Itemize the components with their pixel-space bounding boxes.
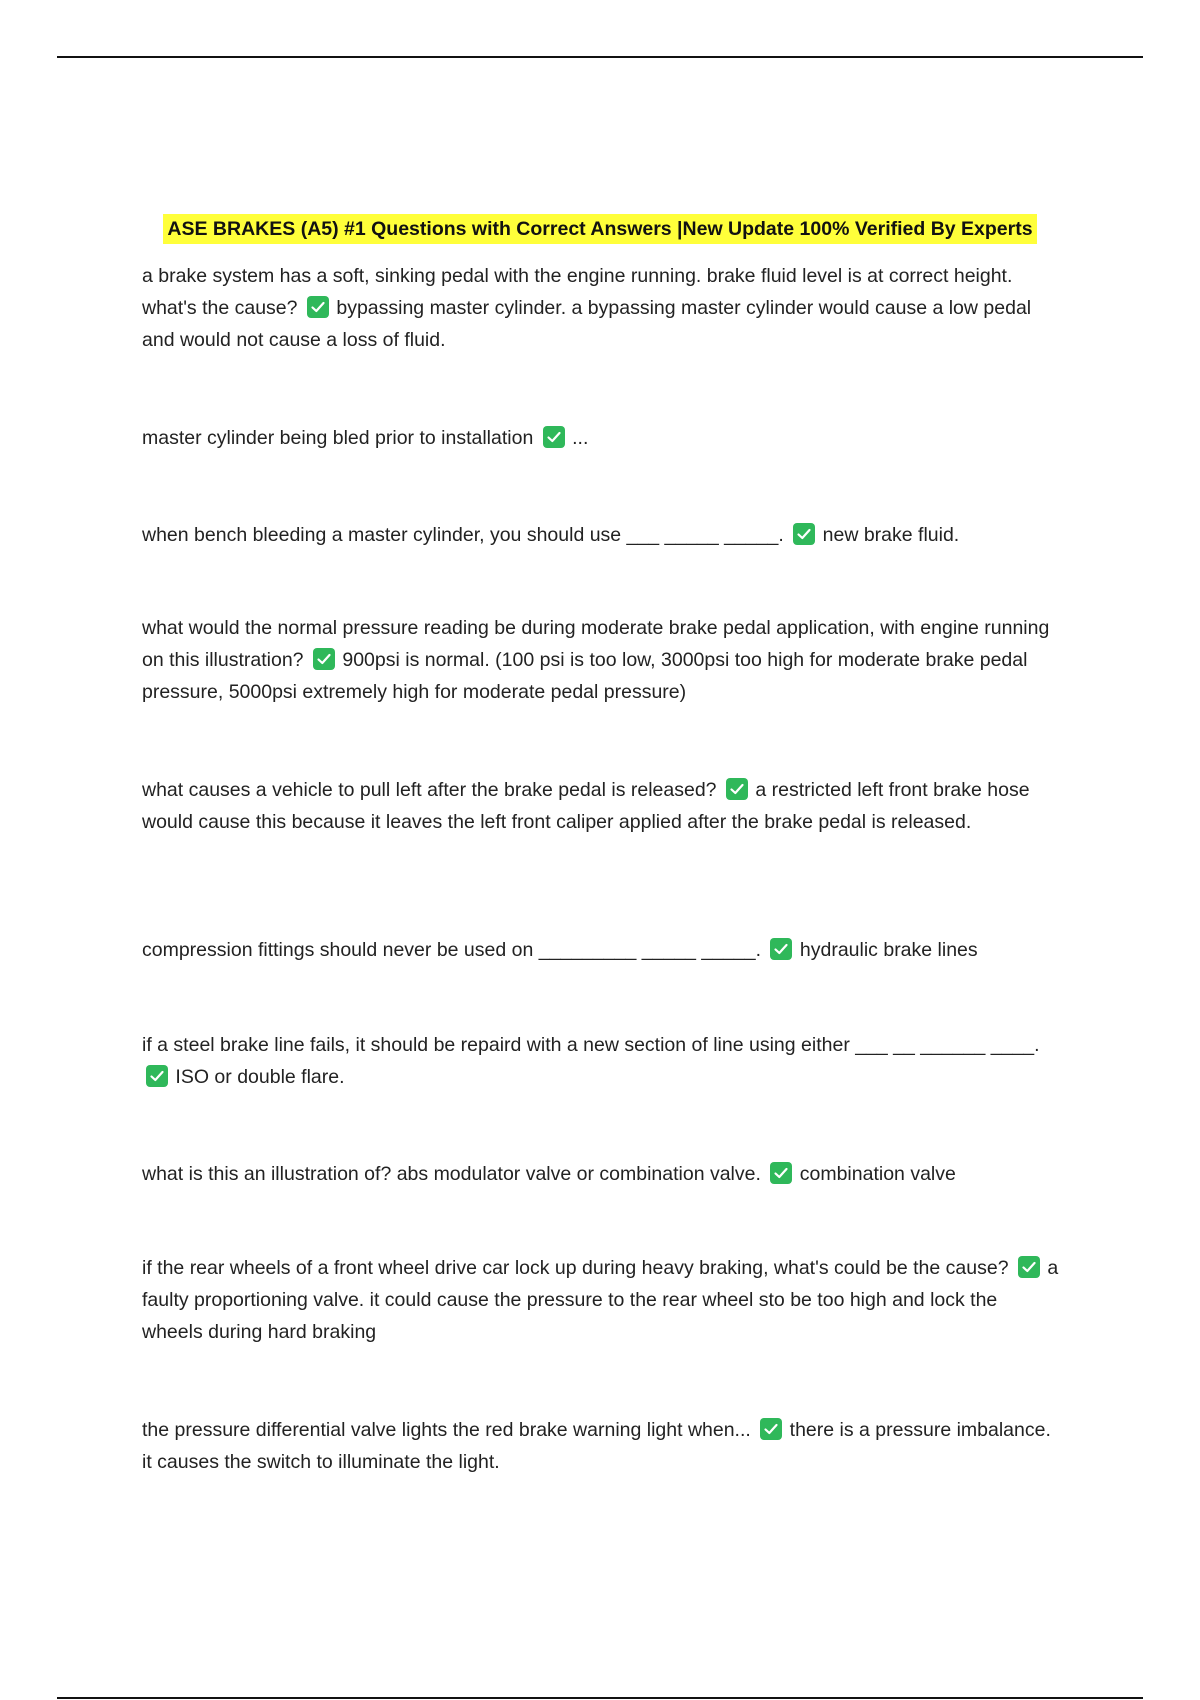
qa-item <box>142 260 1062 356</box>
header-rule <box>57 56 1143 58</box>
question-text: what is this an illustration of? abs modulator valve or combination valve. <box>142 1163 761 1185</box>
check-mark-icon <box>1018 1256 1040 1278</box>
qa-item <box>142 1029 1062 1093</box>
check-mark-icon <box>793 523 815 545</box>
question-text: if a steel brake line fails, it should be repaird with a new section of line using either ___ __ ______ ____. <box>142 1034 1040 1056</box>
check-mark-icon <box>770 938 792 960</box>
question-text: the pressure differential valve lights the red brake warning light when... <box>142 1419 751 1441</box>
check-mark-icon <box>770 1162 792 1184</box>
check-mark-icon <box>726 778 748 800</box>
document-title: ASE BRAKES (A5) #1 Questions with Correct Answers |New Update 100% Verified By Experts <box>163 214 1036 244</box>
check-mark-icon <box>760 1418 782 1440</box>
check-mark-icon <box>313 648 335 670</box>
question-text: what would the normal pressure reading be during moderate brake pedal application, with engine running on this illustration? <box>142 617 1050 671</box>
qa-item <box>142 1414 1062 1478</box>
answer-text: a restricted left front brake hose would cause this because it leaves the left front caliper applied after the brake pedal is released. <box>142 779 1030 833</box>
answer-text: a faulty proportioning valve. it could cause the pressure to the rear wheel sto be too high and lock the wheels during hard braking <box>142 1257 1059 1343</box>
qa-item <box>142 612 1062 708</box>
check-mark-icon <box>146 1065 168 1087</box>
question-text: master cylinder being bled prior to installation <box>142 427 534 449</box>
qa-item <box>142 519 1062 551</box>
answer-text: new brake fluid. <box>822 524 960 546</box>
qa-item <box>142 422 1062 454</box>
qa-item <box>142 934 1062 966</box>
answer-text: combination valve <box>799 1163 956 1185</box>
answer-text: bypassing master cylinder. a bypassing master cylinder would cause a low pedal and would not cause a loss of fluid. <box>142 297 1032 351</box>
answer-text: ... <box>572 427 589 449</box>
title-container <box>0 214 1200 244</box>
qa-item <box>142 1158 1062 1190</box>
question-text: when bench bleeding a master cylinder, you should use ___ _____ _____. <box>142 524 784 546</box>
answer-text: there is a pressure imbalance. it causes the switch to illuminate the light. <box>142 1419 1051 1473</box>
check-mark-icon <box>307 296 329 318</box>
answer-text: hydraulic brake lines <box>799 939 978 961</box>
qa-item <box>142 774 1062 838</box>
qa-item <box>142 1252 1062 1348</box>
check-mark-icon <box>543 426 565 448</box>
question-text: what causes a vehicle to pull left after the brake pedal is released? <box>142 779 717 801</box>
question-text: compression fittings should never be used on _________ _____ _____. <box>142 939 762 961</box>
answer-text: ISO or double flare. <box>175 1066 345 1088</box>
question-text: a brake system has a soft, sinking pedal with the engine running. brake fluid level is at correct height. what's the cause? <box>142 265 1013 319</box>
question-text: if the rear wheels of a front wheel drive car lock up during heavy braking, what's could be the cause? <box>142 1257 1009 1279</box>
answer-text: 900psi is normal. (100 psi is too low, 3000psi too high for moderate brake pedal pressure, 5000psi extremely high for moderate pedal pressure) <box>142 649 1028 703</box>
footer-rule <box>57 1697 1143 1699</box>
